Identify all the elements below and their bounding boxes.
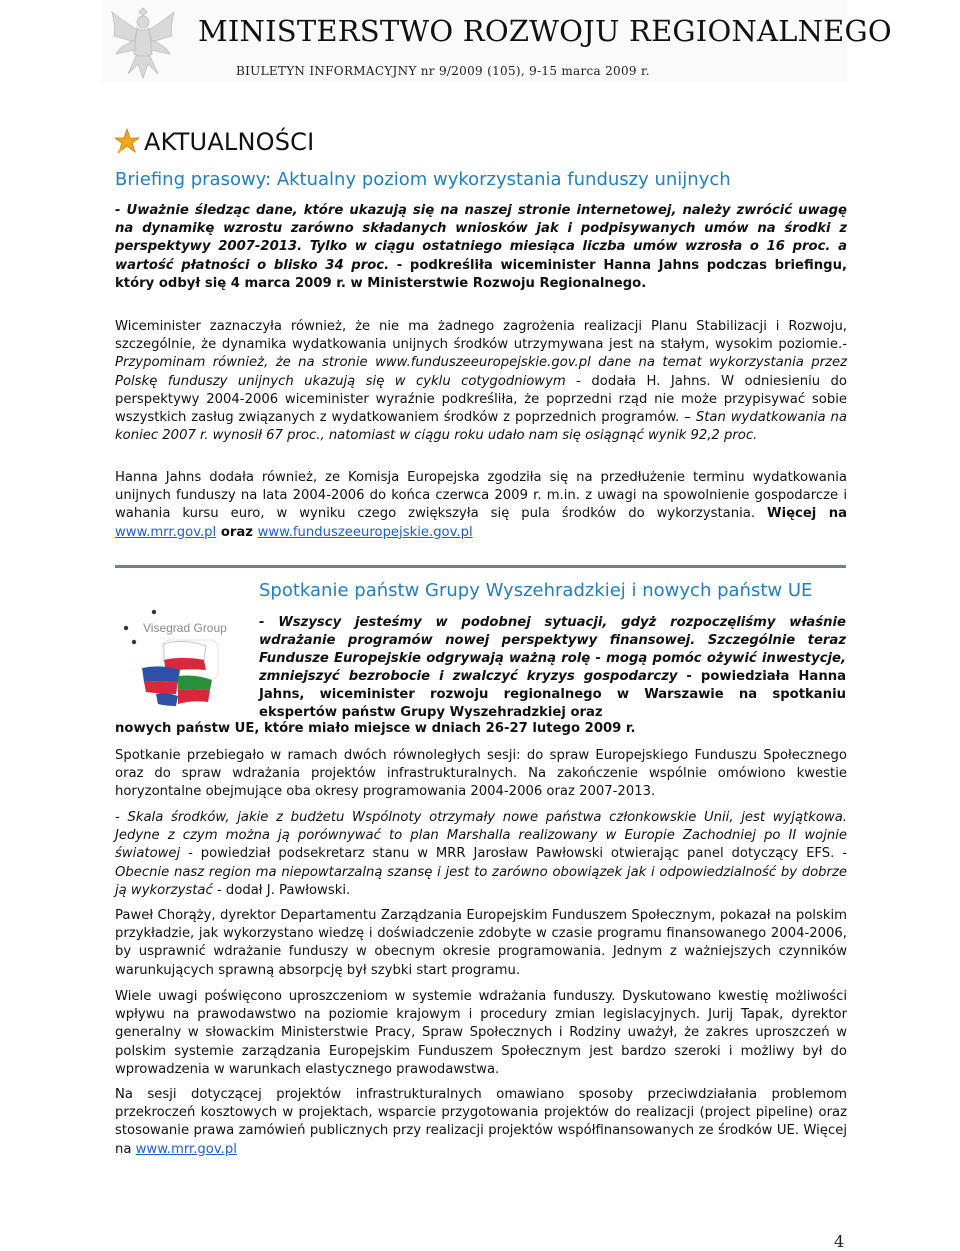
bulletin-info: BIULETYN INFORMACYJNY nr 9/2009 (105), 9-15 marca 2009 r.	[236, 64, 650, 78]
article1-p1-quote: - Przypominam również, że na stronie www.funduszeeuropejskie.gov.pl dane na temat wykorzystania przez Polskę funduszy unijnych ukazują się w cyklu cotygodniowym	[115, 337, 847, 389]
visegrad-group-logo	[112, 598, 244, 720]
article2-lead-quote: - Wszyscy jesteśmy w podobnej sytuacji, gdyż rozpoczęliśmy właśnie wdrażanie programów nowej perspektywy finansowej. Szczególnie teraz Fundusze Europejskie odgrywają ważną rolę - mogą pomóc ożywić inwestycje, zmniejszyć bezrobocie i zwalczyć kryzys gospodarczy -	[259, 615, 846, 684]
article1-title: Briefing prasowy: Aktualny poziom wykorzystania funduszy unijnych	[115, 169, 731, 190]
article1-p1-quote-3: , natomiast w ciągu roku udało nam się osiągnąć wynik 92,2 proc.	[320, 428, 758, 444]
article2-p2-quote: - Skala środków, jakie z budżetu Wspólnoty otrzymały nowe państwa członkowskie Unii, jest wyjątkowa. Jedyne z czym można ją porównywać to plan Marshalla realizowany w Europie Zachodniej po II wojnie światowej	[115, 810, 847, 862]
section-title: AKTUALNOŚCI	[144, 128, 315, 156]
article2-lead-attribution: powiedziała Hanna Jahns, wiceminister rozwoju regionalnego w Warszawie na spotkaniu ekspertów państw Grupy Wyszehradzkiej oraz	[259, 669, 846, 720]
article1-paragraph-1	[115, 318, 847, 445]
article2-paragraph-1: Spotkanie przebiegało w ramach dwóch równoległych sesji: do spraw Europejskiego Funduszu Społecznego oraz do spraw wdrażania projektów infrastrukturalnych. Na zakończenie wspólnie omówiono kwestie horyzontalne obejmujące oba okresy programowania 2004-2006 oraz 2007-2013.	[115, 748, 847, 800]
article1-p2-text: Hanna Jahns dodała również, ze Komisja Europejska zgodziła się na przedłużenie terminu wydatkowania unijnych funduszy na lata 2004-2006 do końca czerwca 2009 r. m.in. z uwagi na spowolnienie gospodarcze i wahania kursu euro, w wyniku czego zwiększyła się pula środków do wykorzystania.	[115, 470, 847, 522]
article2-lead-tail: nowych państw UE, które miało miejsce w dniach 26-27 lutego 2009 r.	[115, 721, 636, 736]
article1-lead	[115, 202, 847, 293]
article2-paragraph-3: Paweł Chorąży, dyrektor Departamentu Zarządzania Europejskim Funduszem Społecznym, pokazał na polskim przykładzie, jak wykorzystano wiedzę i doświadczenie zdobyte w czasie programu finansowanego 2004-2006, by usprawnić wdrażanie funduszy w obecnym okresie programowania. Jednym z ważniejszych czynników warunkujących sprawną absorpcję był szybki start programu.	[115, 908, 847, 978]
article2-lead	[259, 614, 846, 722]
article2-p2-text-2: - dodał J. Pawłowski.	[212, 882, 351, 898]
ministry-name: MINISTERSTWO ROZWOJU REGIONALNEGO	[198, 14, 892, 48]
article2-p2-text: - powiedział podsekretarz stanu w MRR Jarosław Pawłowski otwierając panel dotyczący EFS.	[180, 846, 843, 862]
article2-p2-quote-2: - Obecnie nasz region ma niepowtarzalną szansę i jest to zarówno obowiązek jak i odpowiedzialność by dobrze ją wykorzystać	[115, 846, 847, 898]
section-divider	[115, 565, 846, 568]
page-number: 4	[834, 1232, 845, 1251]
article1-p1-text: Wiceminister zaznaczyła również, że nie ma żadnego zagrożenia realizacji Planu Stabilizacji i Rozwoju, szczególnie, że dynamika wydatkowania unijnych środków utrzymywana jest na stałym, wysokim poziomie.	[115, 319, 847, 353]
star-icon	[114, 128, 140, 154]
article1-lead-attribution: - podkreśliła wiceminister Hanna Jahns podczas briefingu, który odbył się 4 marca 2009 r. w Ministerstwie Rozwoju Regionalnego.	[115, 257, 847, 291]
article2-p5-text: Na sesji dotyczącej projektów infrastrukturalnych omawiano sposoby przeciwdziałania problemom przekroczeń kosztowych w projektach, wsparcie przygotowania projektów do realizacji (project pipeline) oraz stosowanie prawa zamówień publicznych przy realizacji projektów współfinansowanych ze środków UE. Więcej na	[115, 1087, 847, 1157]
article1-lead-quote: - Uważnie śledząc dane, które ukazują się na naszej stronie internetowej, należy zwrócić uwagę na dynamikę wzrostu zarówno składanych wniosków jak i podpisywanych umów na środki z perspektywy 2007-2013. Tylko w ciągu ostatniego miesiąca liczba umów wzrosła o 16 proc. a wartość płatności o blisko 34 proc.	[115, 203, 847, 273]
article1-paragraph-2	[115, 469, 847, 542]
link-funduszeeuropejskie[interactable]: www.funduszeeuropejskie.gov.pl	[257, 524, 473, 540]
article1-p1-text-2: - dodała H. Jahns. W odniesieniu do perspektywy 2004-2006 wiceminister wyraźnie podkreśliła, że poprzedni rząd nie może przypisywać sobie wszystkich zasług związanych z wydatkowaniem środków z poprzednich programów.	[115, 373, 847, 426]
link-mrr-2[interactable]: www.mrr.gov.pl	[135, 1141, 237, 1157]
link-mrr[interactable]: www.mrr.gov.pl	[115, 524, 217, 540]
article2-paragraph-2	[115, 809, 847, 900]
article1-more-label: Więcej na	[767, 506, 847, 522]
eagle-emblem-icon	[108, 2, 178, 80]
visegrad-logo-text: Visegrad Group	[143, 621, 227, 635]
article1-p1-quote-2: – Stan wydatkowania na koniec 2007 r. wynosił 67 proc.	[115, 410, 847, 444]
article2-title: Spotkanie państw Grupy Wyszehradzkiej i nowych państw UE	[259, 580, 813, 601]
article2-paragraph-4: Wiele uwagi poświęcono uproszczeniom w systemie wdrażania funduszy. Dyskutowano kwestię możliwości wpływu na prawodawstwo na poziomie krajowym i procedury zmian legislacyjnych. Jurij Tapak, dyrektor generalny w słowackim Ministerstwie Pracy, Spraw Społecznych i Rodziny uważył, że zakres uproszczeń w polskim systemie zarządzania Europejskim Funduszem Społecznym jest bardzo szeroki i możliwy był do wprowadzenia w warunkach elastycznego prawodawstwa.	[115, 989, 847, 1077]
article2-paragraph-5	[115, 1086, 847, 1159]
article1-and-label: oraz	[216, 524, 258, 540]
